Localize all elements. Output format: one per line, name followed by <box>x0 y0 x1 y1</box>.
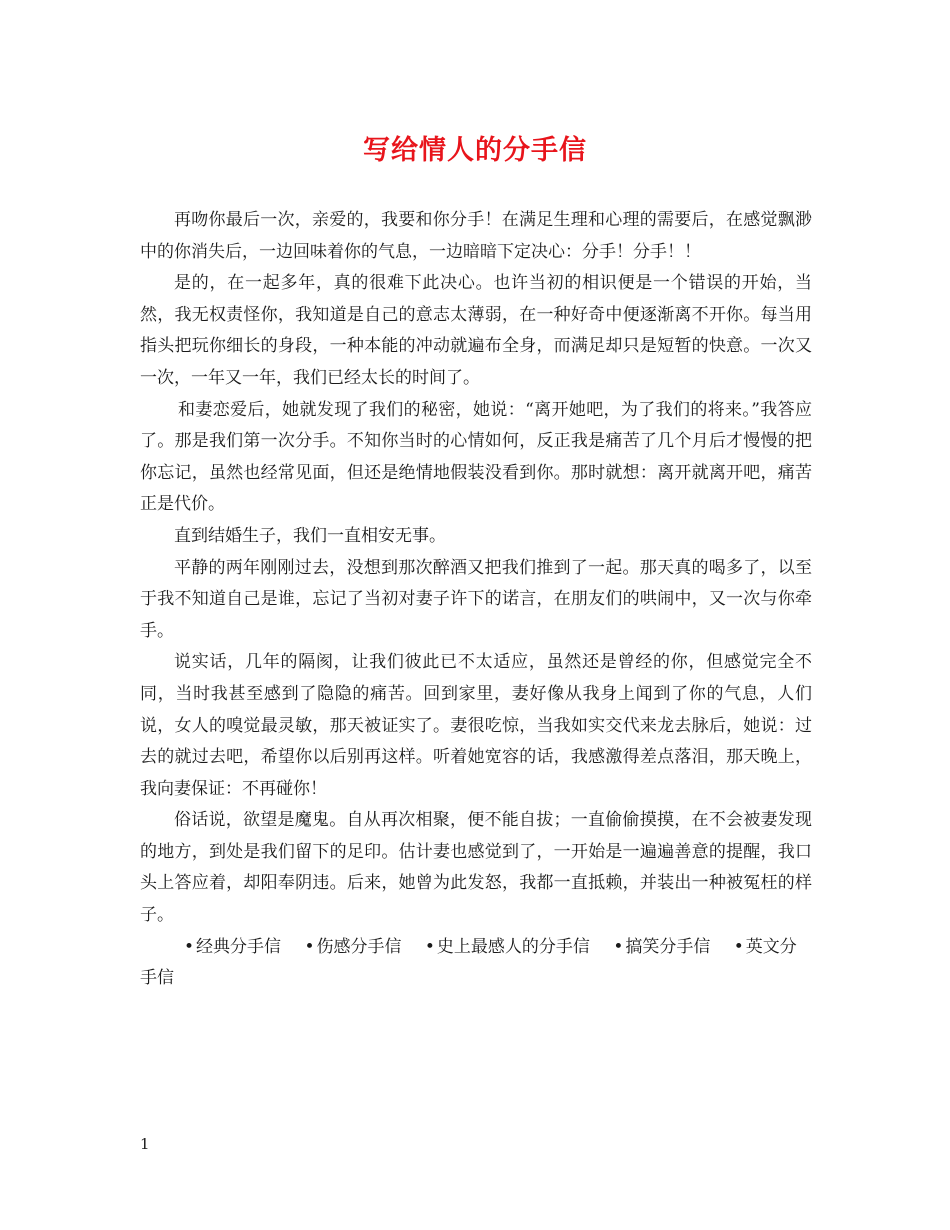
bullet-icon: • <box>304 936 315 957</box>
link-most-touching-breakup-letter[interactable] <box>425 937 590 957</box>
link-label: 伤感分手信 <box>316 936 402 957</box>
paragraph-4: 直到结婚生子，我们一直相安无事。 <box>174 525 446 546</box>
bullet-icon: • <box>184 936 195 957</box>
link-label: 经典分手信 <box>196 936 282 957</box>
paragraph-6: 说实话，几年的隔阂，让我们彼此已不太适应，虽然还是曾经的你，但感觉完全不同，当时我甚至感到了隐隐的痛苦。回到家里，妻好像从我身上闻到了你的气息，人们说，女人的嗅觉最灵敏，那天被证实了。妻很吃惊，当我如实交代来龙去脉后，她说：过去的就过去吧，希望你以后别再这样。听着她宽容的话，我感激得差点落泪，那天晚上，我向妻保证：不再碰你！ <box>140 652 812 799</box>
link-label: 史上最感人的分手信 <box>436 936 590 957</box>
paragraph-2: 是的，在一起多年，真的很难下此决心。也许当初的相识便是一个错误的开始，当然，我无权责怪你，我知道是自己的意志太薄弱，在一种好奇中便逐渐离不开你。每当用指头把玩你细长的身段，一种本能的冲动就遍布全身，而满足却只是短暂的快意。一次又一次，一年又一年，我们已经太长的时间了。 <box>140 273 812 388</box>
page-number: 1 <box>140 1135 150 1153</box>
paragraph-1: 再吻你最后一次，亲爱的，我要和你分手！在满足生理和心理的需要后，在感觉飘渺中的你消失后，一边回味着你的气息，一边暗暗下定决心：分手！分手！！ <box>140 210 812 262</box>
link-sad-breakup-letter[interactable] <box>304 937 401 957</box>
link-funny-breakup-letter[interactable] <box>613 937 710 957</box>
link-label: 英文分手信 <box>140 936 797 989</box>
bullet-icon: • <box>733 936 744 957</box>
related-links <box>140 932 812 995</box>
page-title: 写给情人的分手信 <box>363 135 587 166</box>
link-classic-breakup-letter[interactable] <box>184 937 281 957</box>
paragraph-3: 和妻恋爱后，她就发现了我们的秘密，她说：“离开她吧，为了我们的将来。”我答应了。那是我们第一次分手。不知你当时的心情如何，反正我是痛苦了几个月后才慢慢的把你忘记，虽然也经常见面，但还是绝情地假装没看到你。那时就想：离开就离开吧，痛苦正是代价。 <box>140 399 812 515</box>
link-label: 搞笑分手信 <box>625 936 711 957</box>
paragraph-5: 平静的两年刚刚过去，没想到那次醉酒又把我们推到了一起。那天真的喝多了，以至于我不知道自己是谁，忘记了当初对妻子许下的诺言，在朋友们的哄闹中，又一次与你牵手。 <box>140 557 812 641</box>
bullet-icon: • <box>424 936 435 957</box>
article-body <box>140 205 812 995</box>
bullet-icon: • <box>613 936 624 957</box>
paragraph-7: 俗话说，欲望是魔鬼。自从再次相聚，便不能自拔；一直偷偷摸摸，在不会被妻发现的地方，到处是我们留下的足印。估计妻也感觉到了，一开始是一遍遍善意的提醒，我口头上答应着，却阳奉阴违。后来，她曾为此发怒，我都一直抵赖，并装出一种被冤枉的样子。 <box>140 810 812 926</box>
